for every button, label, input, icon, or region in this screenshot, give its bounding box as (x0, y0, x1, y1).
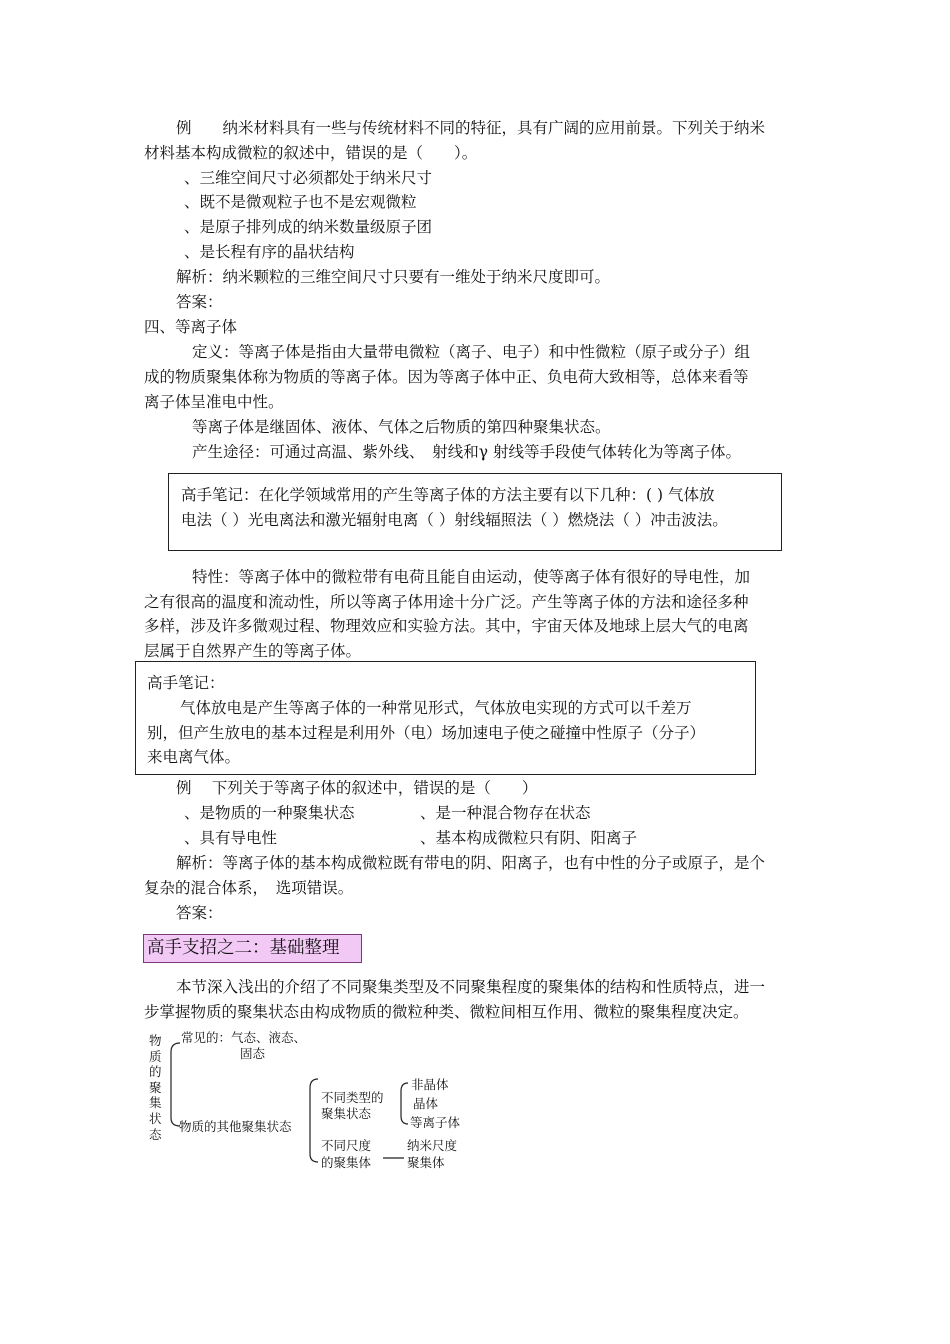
note1-line2: 电法（ ）光电离法和激光辐射电离（ ）射线辐照法（ ）燃烧法（ ）冲击波法。 (181, 511, 728, 529)
summary-line2: 步掌握物质的聚集状态由构成物质的微粒种类、微粒间相互作用、微粒的聚集程度决定。 (144, 1003, 749, 1021)
size-label-line1: 不同尺度 (321, 1138, 372, 1153)
note2-line3: 来电离气体。 (147, 748, 241, 766)
nano-label-line1: 纳米尺度 (407, 1138, 458, 1153)
root-char-6: 状 (149, 1110, 162, 1126)
other-bracket (310, 1079, 318, 1162)
example1-option-a: 、三维空间尺寸必须都处于纳米尺寸 (184, 169, 433, 187)
property-line1: 特性：等离子体中的微粒带有电荷且能自由运动，使等离子体有很好的导电性，加 (192, 568, 751, 586)
example1-option-c: 、是原子排列成的纳米数量级原子团 (184, 218, 433, 236)
property-line3: 多样，涉及许多微观过程、物理效应和实验方法。其中，宇宙天体及地球上层大气的电离 (144, 617, 749, 635)
production-method-text: 产生途径：可通过高温、紫外线、 射线和γ 射线等手段使气体转化为等离子体。 (192, 443, 741, 461)
size-label-line2: 的聚集体 (321, 1155, 372, 1170)
diagram-root-label (149, 1033, 162, 1142)
property-line4: 层属于自然界产生的等离子体。 (144, 642, 362, 660)
amorphous-label: 非晶体 (411, 1077, 449, 1092)
example2-option-b: 、是一种混合物存在状态 (420, 804, 591, 822)
types-label-line1: 不同类型的 (321, 1090, 384, 1105)
summary-line1: 本节深入浅出的介绍了不同聚集类型及不同聚集程度的聚集体的结构和性质特点，进一 (176, 978, 766, 996)
common-states-line2: 固态 (240, 1046, 266, 1061)
crystal-label: 晶体 (413, 1096, 439, 1111)
property-line2: 之有很高的温度和流动性，所以等离子体用途十分广泛。产生等离子体的方法和途径多种 (144, 593, 749, 611)
root-bracket (171, 1043, 180, 1126)
types-bracket (401, 1083, 408, 1124)
example2-analysis-line1: 解析：等离子体的基本构成微粒既有带电的阴、阳离子，也有中性的分子或原子，是个 (176, 854, 766, 872)
other-states-label: 物质的其他聚集状态 (179, 1119, 292, 1134)
definition-line2: 成的物质聚集体称为物质的等离子体。因为等离子体中正、负电荷大致相等，总体来看等 (144, 368, 749, 386)
root-char-1: 物 (149, 1033, 162, 1048)
example1-answer: 答案： (176, 293, 223, 311)
example1-option-b: 、既不是微观粒子也不是宏观微粒 (184, 193, 417, 211)
example2-option-c: 、具有导电性 (184, 829, 278, 847)
root-char-3: 的 (149, 1064, 162, 1080)
note2-line2: 别，但产生放电的基本过程是利用外（电）场加速电子使之碰撞中性原子（分子） (147, 724, 706, 742)
example2-analysis-line2: 复杂的混合体系， 选项错误。 (144, 879, 354, 897)
example2-question: 例 下列关于等离子体的叙述中，错误的是（ ） (176, 779, 538, 797)
note2-title: 高手笔记： (147, 674, 225, 692)
root-char-5: 集 (149, 1095, 162, 1111)
example2-option-d: 、基本构成微粒只有阴、阳离子 (420, 829, 638, 847)
example1-analysis: 解析：纳米颗粒的三维空间尺寸只要有一维处于纳米尺度即可。 (176, 268, 611, 286)
plasma-label: 等离子体 (410, 1115, 461, 1130)
example1-line2: 材料基本构成微粒的叙述中，错误的是（ ）。 (144, 144, 478, 162)
root-char-7: 态 (149, 1126, 162, 1142)
definition-line3: 离子体呈准电中性。 (144, 393, 284, 411)
definition-line1: 定义：等离子体是指由大量带电微粒（离子、电子）和中性微粒（原子或分子）组 (192, 343, 751, 361)
example1-option-d: 、是长程有序的晶状结构 (184, 243, 355, 261)
section4-title: 四、等离子体 (144, 318, 238, 336)
common-states-line1: 常见的：气态、液态、 (181, 1030, 307, 1045)
nano-label-line2: 聚集体 (407, 1155, 445, 1170)
example2-answer: 答案： (176, 904, 223, 922)
types-label-line2: 聚集状态 (321, 1106, 372, 1121)
root-char-4: 聚 (149, 1079, 162, 1095)
root-char-2: 质 (149, 1048, 162, 1064)
example1-line1: 例 纳米材料具有一些与传统材料不同的特征，具有广阔的应用前景。下列关于纳米 (176, 119, 766, 137)
example2-option-a: 、是物质的一种聚集状态 (184, 804, 355, 822)
note2-line1: 气体放电是产生等离子体的一种常见形式，气体放电实现的方式可以千差万 (180, 699, 692, 717)
fourth-state-text: 等离子体是继固体、液体、气体之后物质的第四种聚集状态。 (192, 418, 611, 436)
section-heading: 高手支招之二：基础整理 (143, 934, 362, 963)
note1-line1: 高手笔记：在化学领域常用的产生等离子体的方法主要有以下几种：( ) 气体放 (181, 486, 715, 504)
